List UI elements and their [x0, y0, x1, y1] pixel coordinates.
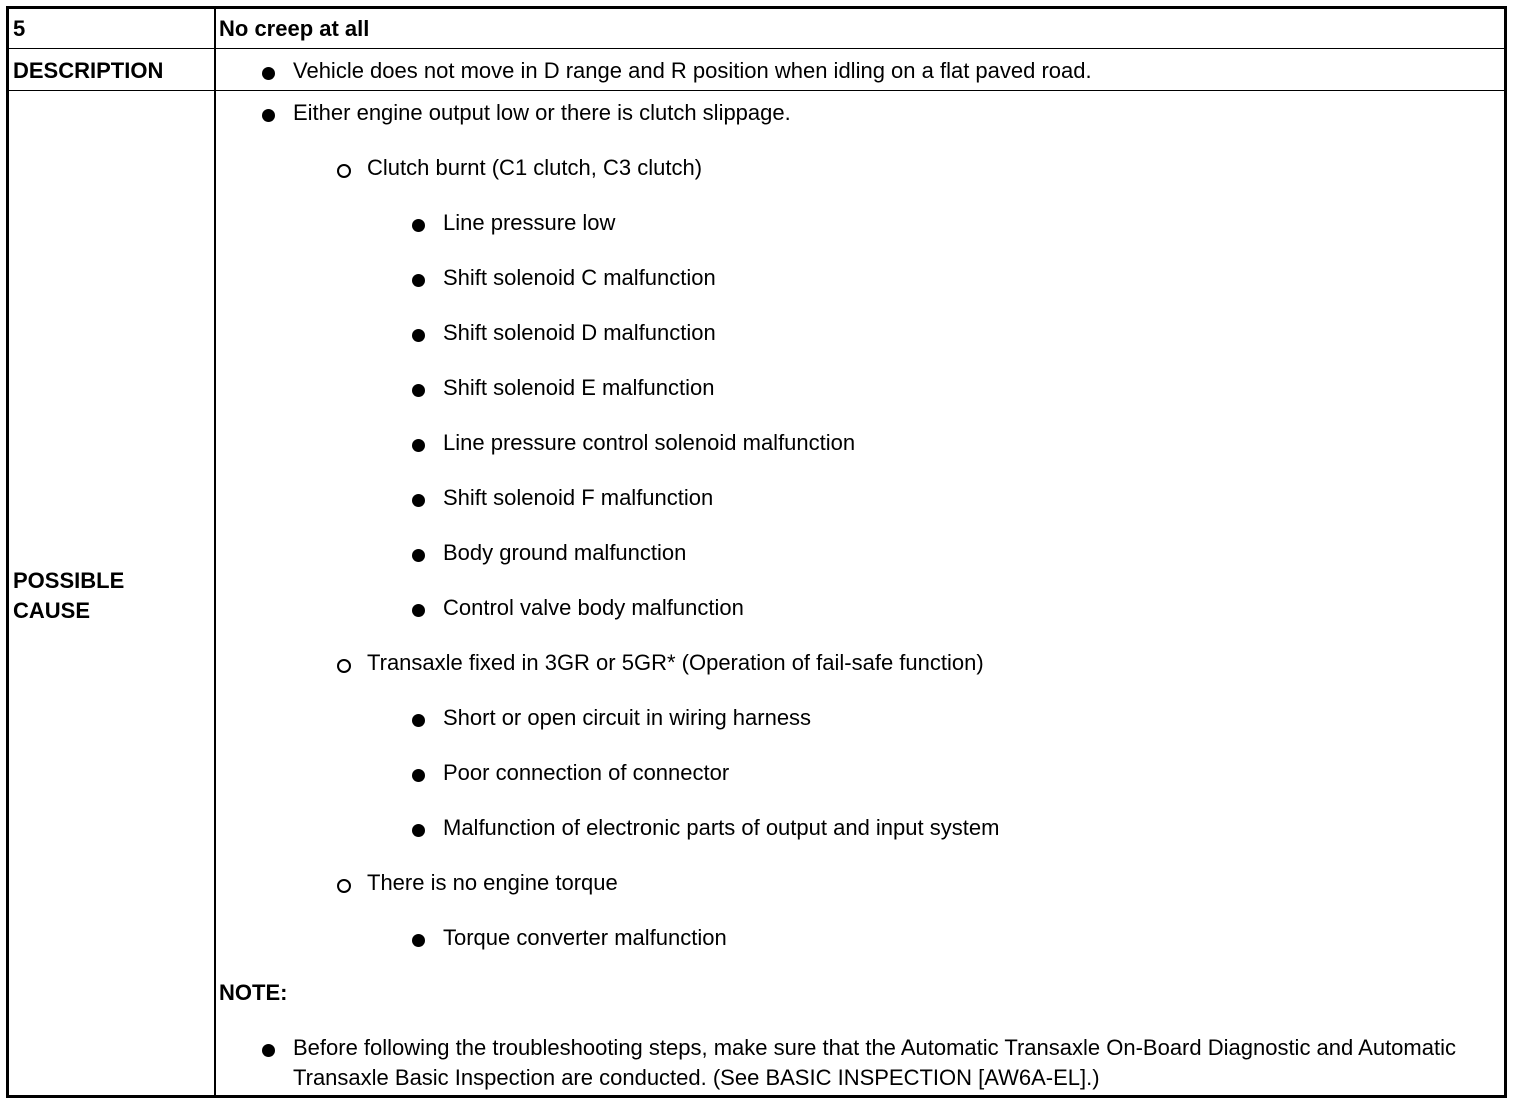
list-item: Malfunction of electronic parts of output and input system: [443, 815, 1000, 840]
description-text: Vehicle does not move in D range and R position when idling on a flat paved road.: [293, 58, 1092, 83]
list-item: Shift solenoid E malfunction: [443, 375, 715, 400]
bullet-icon: [412, 219, 425, 232]
ring-bullet-icon: [337, 879, 351, 893]
bullet-icon: [412, 384, 425, 397]
bullet-icon: [412, 824, 425, 837]
list-item: Shift solenoid F malfunction: [443, 485, 714, 510]
description-label: DESCRIPTION: [13, 58, 164, 83]
row-title: No creep at all: [219, 16, 370, 41]
group1-title: Clutch burnt (C1 clutch, C3 clutch): [367, 155, 703, 180]
row-number: 5: [13, 16, 26, 41]
list-item: Line pressure control solenoid malfunction: [443, 430, 856, 455]
bullet-icon: [412, 549, 425, 562]
possible-cause-label-line1: POSSIBLE: [13, 568, 125, 593]
bullet-icon: [412, 714, 425, 727]
bullet-icon: [412, 934, 425, 947]
bullet-icon: [412, 494, 425, 507]
list-item: Control valve body malfunction: [443, 595, 744, 620]
bullet-icon: [412, 329, 425, 342]
possible-cause-label-line2: CAUSE: [13, 598, 91, 623]
bullet-icon: [412, 274, 425, 287]
note-text: Before following the troubleshooting steps, make sure that the Automatic Transaxle On-Board Diagnostic and Automatic Transaxle Basic Inspection are conducted. (See BASIC INSPECTION [AW6A-EL].): [293, 1035, 1456, 1090]
ring-bullet-icon: [337, 659, 351, 673]
list-item: Shift solenoid D malfunction: [443, 320, 716, 345]
row-divider-header: [9, 48, 1504, 49]
bullet-icon: [262, 1044, 275, 1057]
list-item: Shift solenoid C malfunction: [443, 265, 716, 290]
list-item: Poor connection of connector: [443, 760, 730, 785]
bullet-icon: [262, 67, 275, 80]
list-item: Short or open circuit in wiring harness: [443, 705, 812, 730]
main-cause: Either engine output low or there is clutch slippage.: [293, 100, 791, 125]
ring-bullet-icon: [337, 164, 351, 178]
bullet-icon: [412, 604, 425, 617]
group3-title: There is no engine torque: [367, 870, 618, 895]
list-item: Torque converter malfunction: [443, 925, 727, 950]
list-item: Body ground malfunction: [443, 540, 687, 565]
column-divider: [214, 9, 216, 1095]
bullet-icon: [412, 769, 425, 782]
bullet-icon: [412, 439, 425, 452]
note-label: NOTE:: [219, 980, 288, 1005]
bullet-icon: [262, 109, 275, 122]
troubleshooting-table: [6, 6, 1507, 1098]
group2-title: Transaxle fixed in 3GR or 5GR* (Operation of fail-safe function): [367, 650, 984, 675]
row-divider-description: [9, 90, 1504, 91]
list-item: Line pressure low: [443, 210, 616, 235]
